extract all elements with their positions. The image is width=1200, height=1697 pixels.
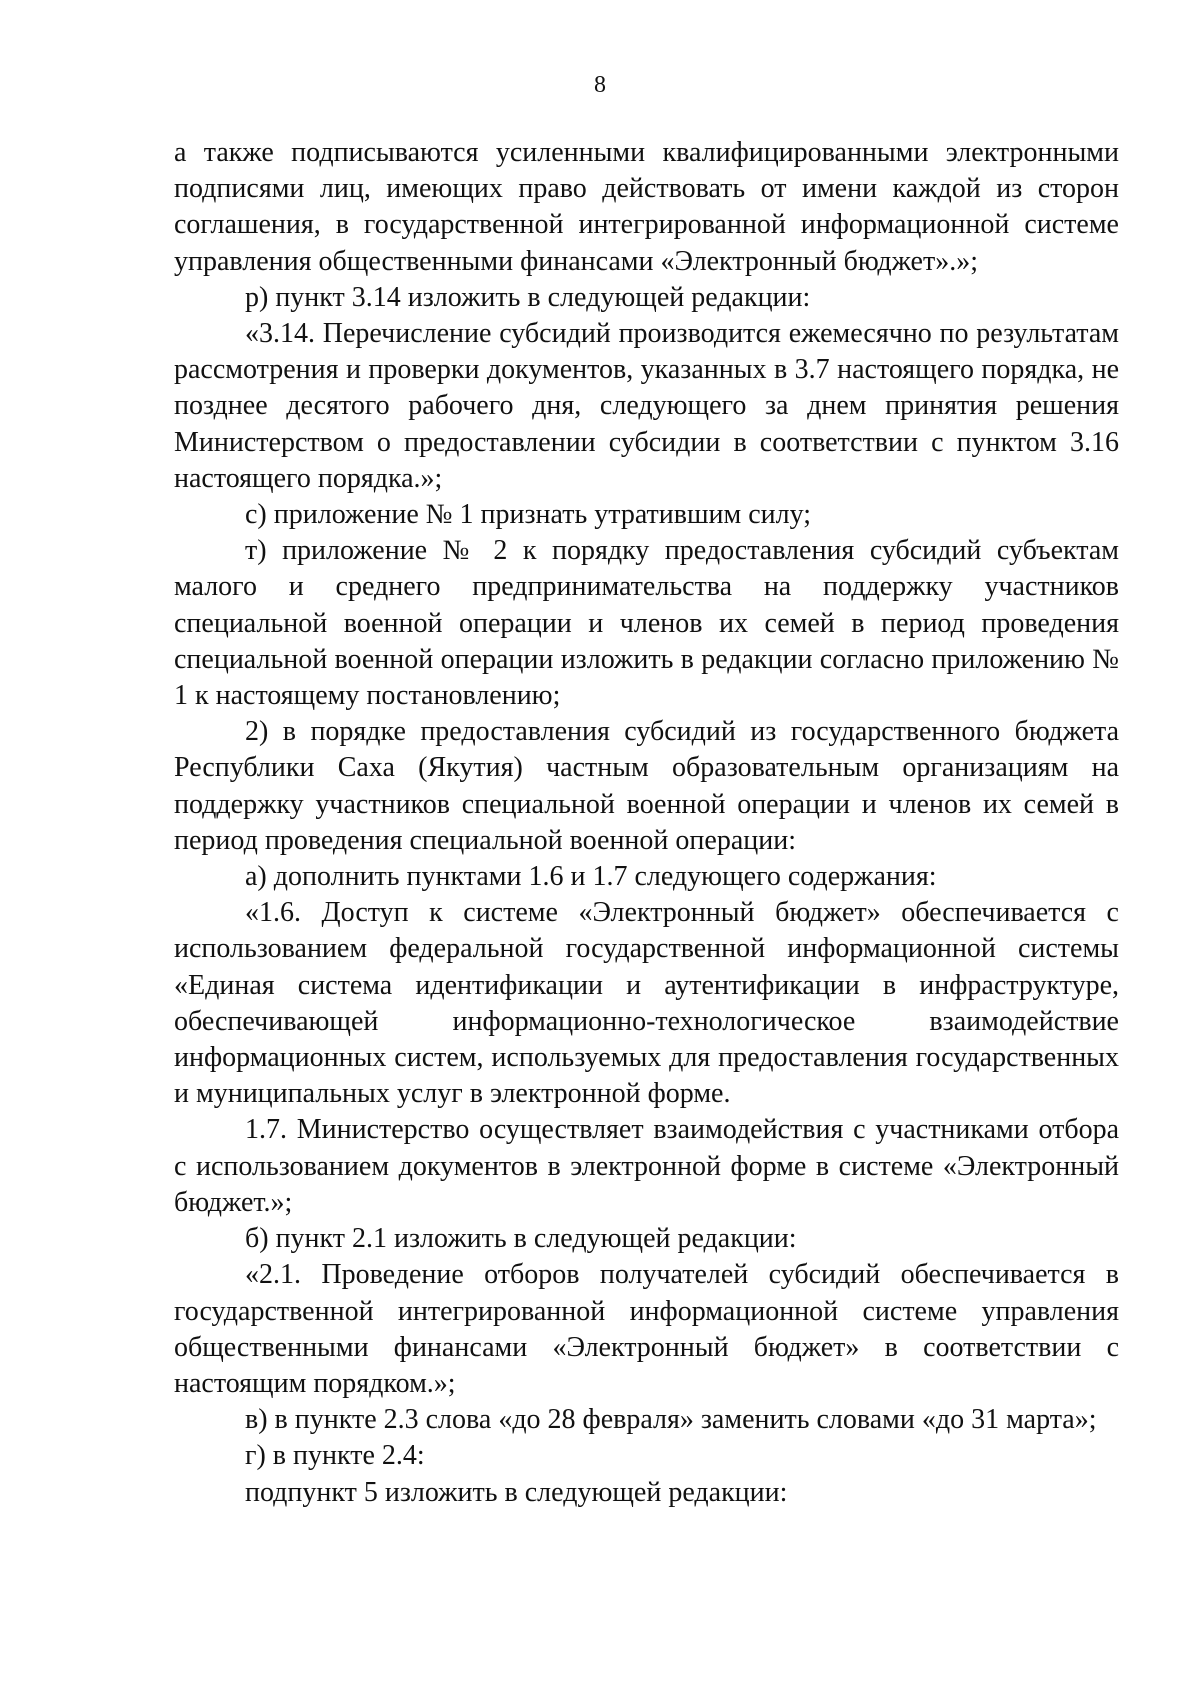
page-number: 8 [594,72,606,98]
paragraph-clause-3-14: «3.14. Перечисление субсидий производится ежемесячно по результатам рассмотрения и проверки документов, указанных в 3.7 настоящего порядка, не позднее десятого рабочего дня, следующего за днем принятия решения Министерством о предоставлении субсидии в соответствии с пунктом 3.16 настоящего порядка.»; [174,318,1119,494]
paragraph-subitem-5: подпункт 5 изложить в следующей редакции: [245,1476,788,1508]
paragraph-clause-1-6: «1.6. Доступ к системе «Электронный бюджет» обеспечивается с использованием федеральной государственной информационной системы «Единая система идентификации и аутентификации в инфраструктуре, обеспечивающей информационно-технологическое взаимодействие информационных систем, используемых для предоставления государственных и муниципальных услуг в электронной форме. [174,897,1119,1110]
paragraph-item-b: б) пункт 2.1 изложить в следующей редакции: [245,1223,797,1255]
paragraph-item-g: г) в пункте 2.4: [245,1440,425,1472]
paragraph-item-t: т) приложение № 2 к порядку предоставления субсидий субъектам малого и среднего предпринимательства на поддержку участников специальной военной операции и членов их семей в период проведения специальной военной операции изложить в редакции согласно приложению № 1 к настоящему постановлению; [174,535,1119,712]
paragraph-item-v: в) в пункте 2.3 слова «до 28 февраля» заменить словами «до 31 марта»; [245,1404,1097,1436]
paragraph-item-a: а) дополнить пунктами 1.6 и 1.7 следующего содержания: [245,861,937,893]
document-body [174,135,1119,1511]
paragraph-clause-2-1: «2.1. Проведение отборов получателей субсидий обеспечивается в государственной интегрированной информационной системе управления общественными финансами «Электронный бюджет» в соответствии с настоящим порядком.»; [174,1259,1119,1399]
paragraph-signatures: а также подписываются усиленными квалифицированными электронными подписями лиц, имеющих право действовать от имени каждой из сторон соглашения, в государственной интегрированной информационной системе управления общественными финансами «Электронный бюджет».»; [174,137,1119,277]
paragraph-clause-1-7: 1.7. Министерство осуществляет взаимодействия с участниками отбора с использованием документов в электронной форме в системе «Электронный бюджет.»; [174,1114,1119,1218]
paragraph-item-s: с) приложение № 1 признать утратившим силу; [245,499,812,531]
paragraph-item-r: р) пункт 3.14 изложить в следующей редакции: [245,281,811,313]
paragraph-item-2: 2) в порядке предоставления субсидий из государственного бюджета Республики Саха (Якутия) частным образовательным организациям на поддержку участников специальной военной операции и членов их семей в период проведения специальной военной операции: [174,716,1119,856]
